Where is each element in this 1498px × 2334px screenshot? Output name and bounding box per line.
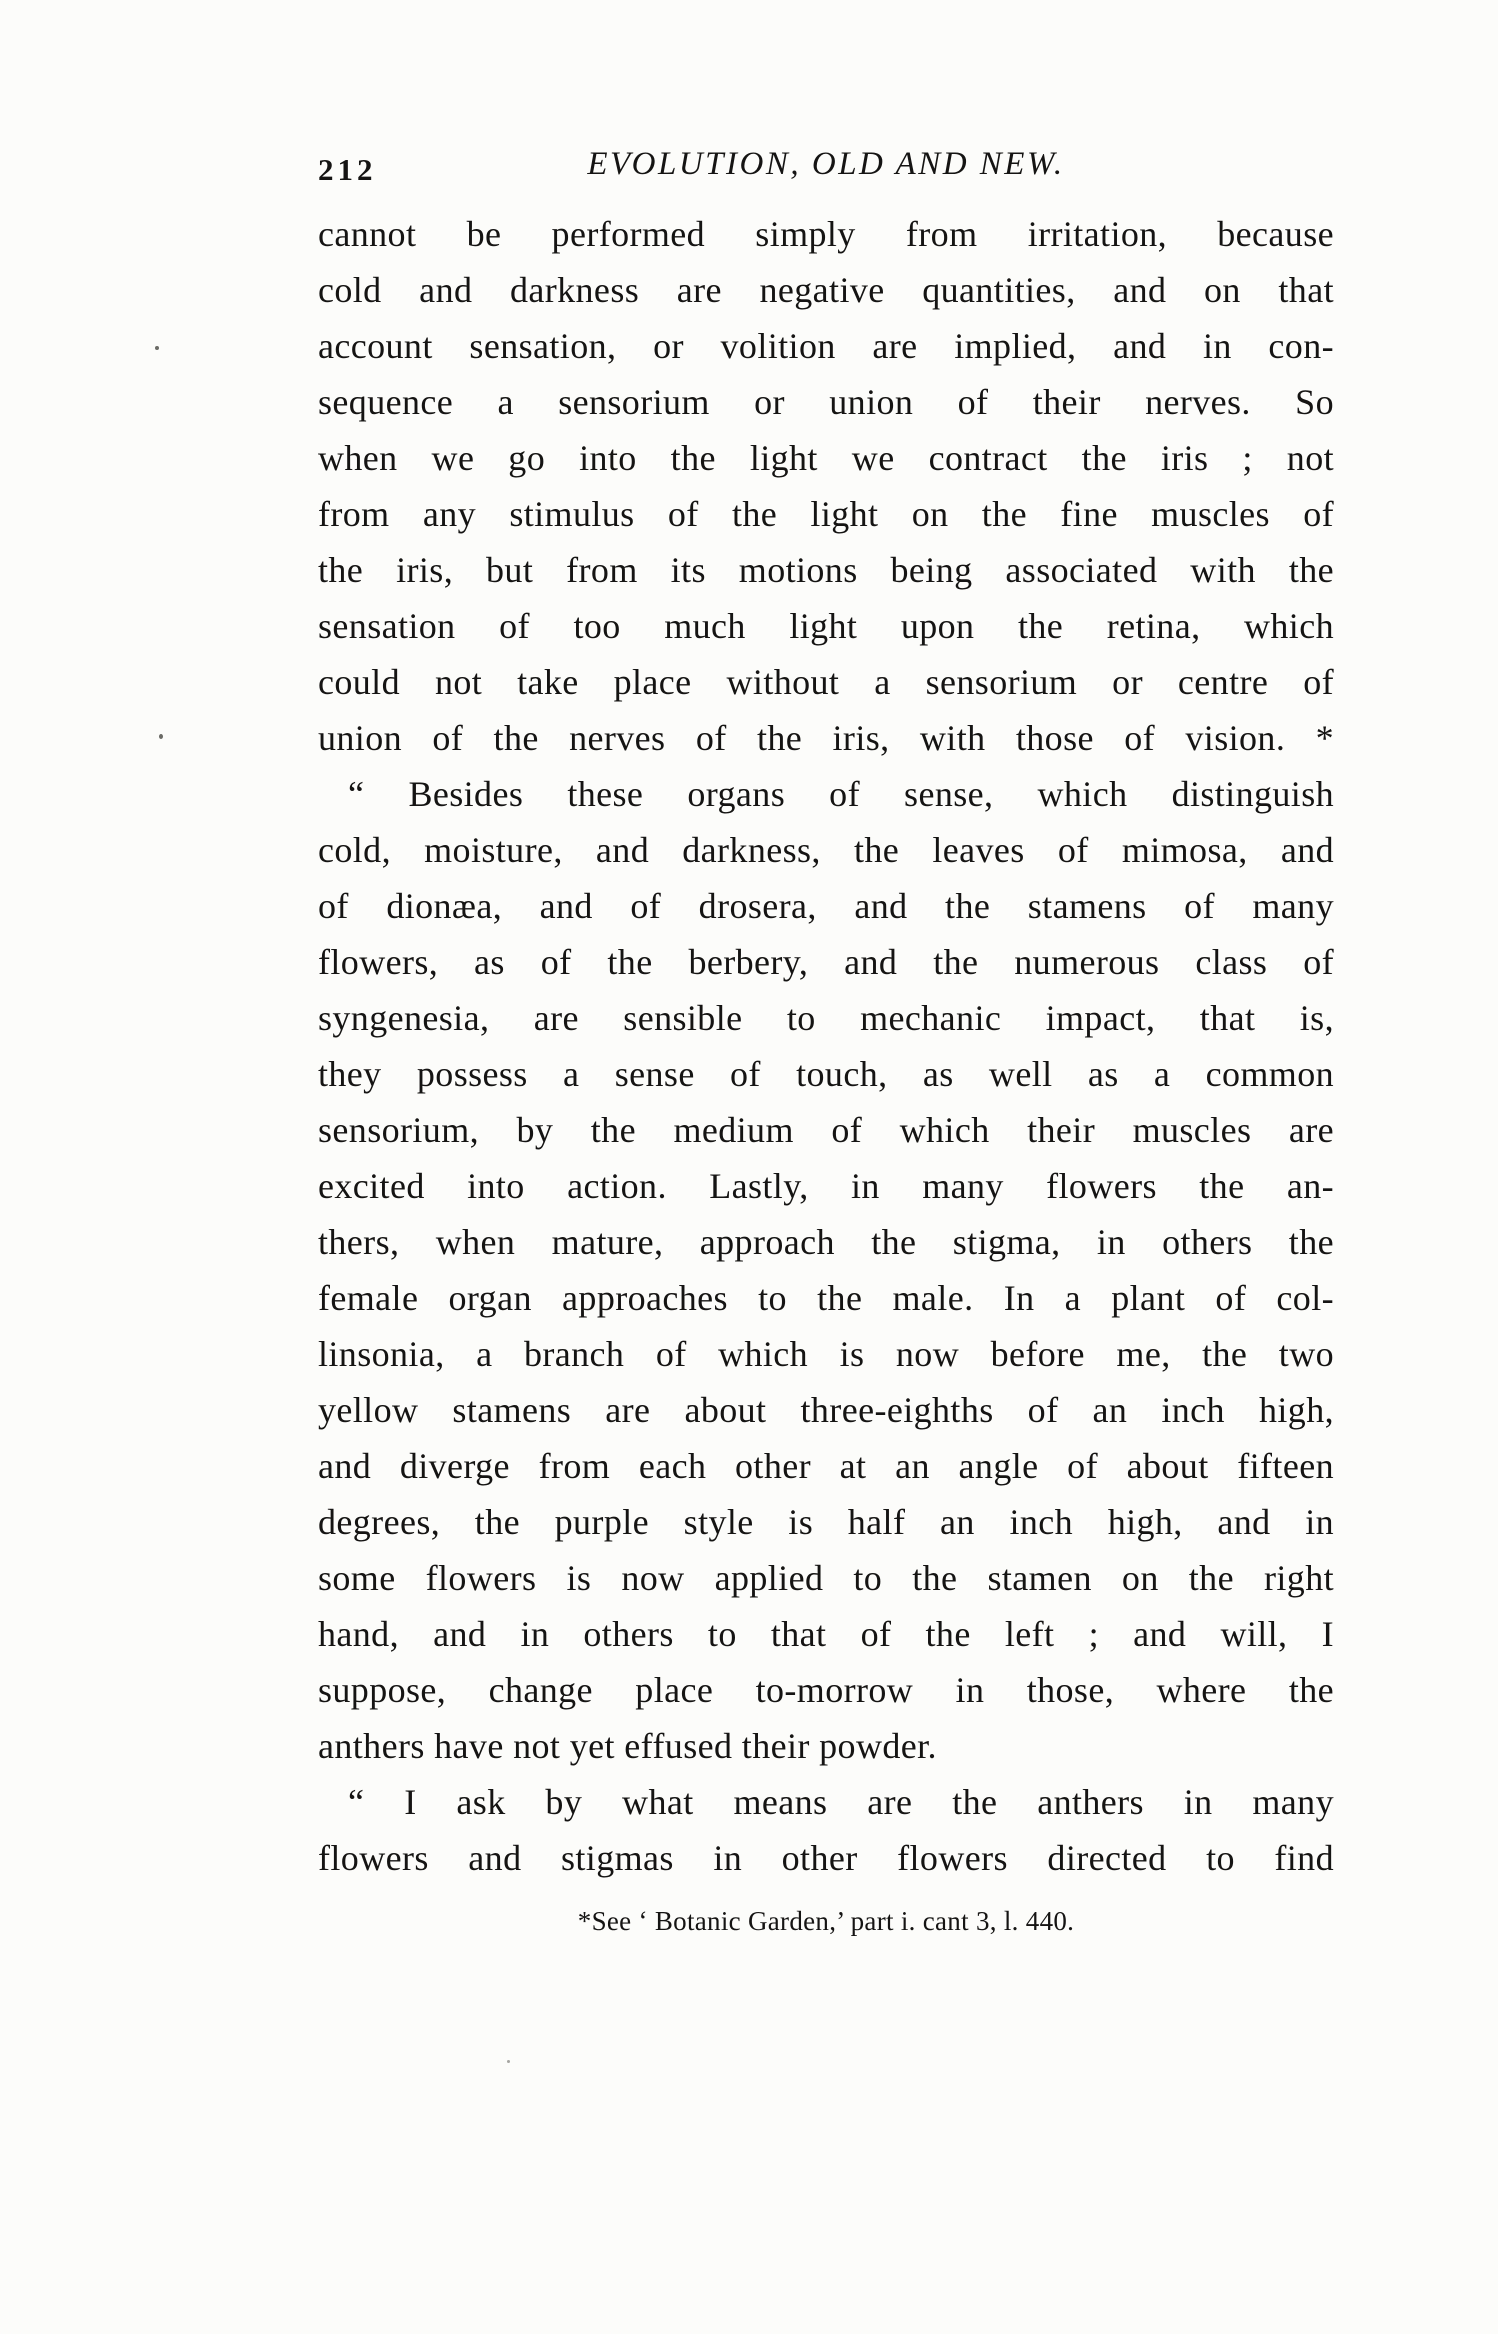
text-line: and diverge from each other at an angle of about fifteen — [318, 1446, 1334, 1486]
text-line: when we go into the light we contract the iris ; not — [318, 438, 1334, 478]
text-line: the iris, but from its motions being associated with the — [318, 550, 1334, 590]
text-line: flowers and stigmas in other flowers directed to find — [318, 1838, 1334, 1878]
text-line: could not take place without a sensorium or centre of — [318, 662, 1334, 702]
scan-speck — [507, 2060, 510, 2063]
text-line: female organ approaches to the male. In a plant of col- — [318, 1278, 1334, 1318]
text-line: anthers have not yet effused their powder. — [318, 1726, 937, 1766]
text-line: syngenesia, are sensible to mechanic impact, that is, — [318, 998, 1334, 1038]
footnote: *See ‘ Botanic Garden,’ part i. cant 3, l. 440. — [577, 1906, 1075, 1936]
scan-speck — [159, 734, 163, 739]
running-title: EVOLUTION, OLD AND NEW. — [587, 146, 1065, 182]
text-line: sequence a sensorium or union of their nerves. So — [318, 382, 1334, 422]
scan-speck — [155, 346, 159, 350]
text-line: of dionæa, and of drosera, and the stamens of many — [318, 886, 1334, 926]
text-line: from any stimulus of the light on the fine muscles of — [318, 494, 1334, 534]
paragraph — [318, 206, 1334, 766]
paragraph — [318, 1774, 1334, 1886]
text-line: sensation of too much light upon the retina, which — [318, 606, 1334, 646]
text-line: suppose, change place to-morrow in those, where the — [318, 1670, 1334, 1710]
text-line: sensorium, by the medium of which their muscles are — [318, 1110, 1334, 1150]
text-line: cold, moisture, and darkness, the leaves of mimosa, and — [318, 830, 1334, 870]
text-line: “ I ask by what means are the anthers in many — [348, 1782, 1334, 1822]
text-line: cannot be performed simply from irritation, because — [318, 214, 1334, 254]
running-header — [318, 146, 1334, 192]
body-text — [318, 206, 1334, 1886]
text-line: yellow stamens are about three-eighths of an inch high, — [318, 1390, 1334, 1430]
text-line: degrees, the purple style is half an inch high, and in — [318, 1502, 1334, 1542]
text-line: excited into action. Lastly, in many flowers the an- — [318, 1166, 1334, 1206]
text-line: flowers, as of the berbery, and the numerous class of — [318, 942, 1334, 982]
text-line: hand, and in others to that of the left ; and will, I — [318, 1614, 1334, 1654]
page-number: 212 — [318, 152, 377, 187]
paragraph — [318, 766, 1334, 1774]
text-line: thers, when mature, approach the stigma, in others the — [318, 1222, 1334, 1262]
text-line: union of the nerves of the iris, with those of vision. * — [318, 718, 1334, 758]
text-line: linsonia, a branch of which is now before me, the two — [318, 1334, 1334, 1374]
text-line: “ Besides these organs of sense, which distinguish — [348, 774, 1334, 814]
text-line: account sensation, or volition are implied, and in con- — [318, 326, 1334, 366]
text-line: some flowers is now applied to the stamen on the right — [318, 1558, 1334, 1598]
text-line: cold and darkness are negative quantities, and on that — [318, 270, 1334, 310]
text-line: they possess a sense of touch, as well as a common — [318, 1054, 1334, 1094]
